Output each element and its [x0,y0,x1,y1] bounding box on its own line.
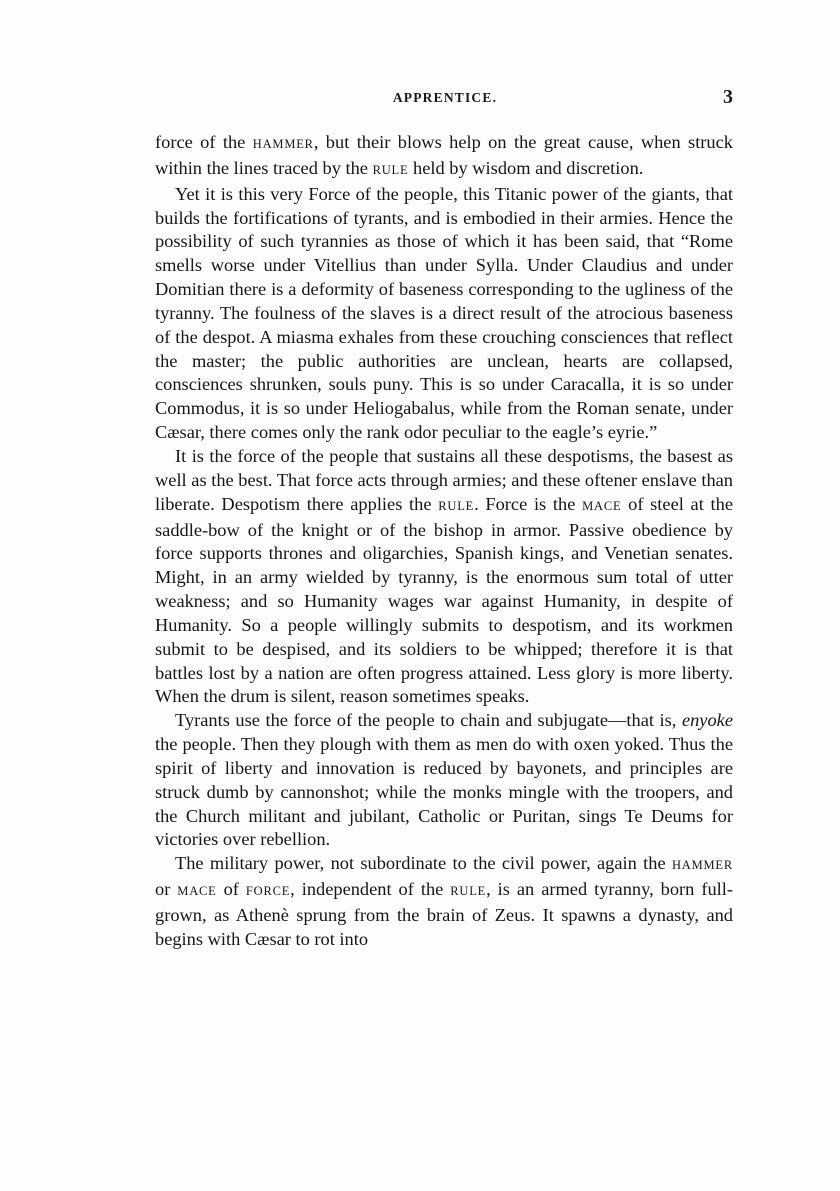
small-caps-term: RULE [438,498,475,513]
running-head: APPRENTICE. [392,90,498,105]
body-text [155,131,733,952]
small-caps-term: FORCE [245,884,291,899]
paragraph-5 [155,852,733,951]
text-run: Tyrants use the force of the people to chain and subjugate—that is, [175,710,682,731]
paragraph-4 [155,709,733,852]
text-run: , is an armed tyranny, born full-grown, as Athenè sprung from the brain of Zeus. It spawns a dynasty, and begins with Cæsar to rot into [155,879,733,949]
text-run: , but their blows help on the great cause, when struck within the lines traced by the [155,132,733,178]
text-run: force of the [155,132,253,152]
small-caps-term: MACE [177,884,217,899]
text-run: . Force is the [474,493,583,514]
small-caps-term: RULE [450,884,487,899]
paragraph-3 [155,445,733,709]
paragraph-2 [155,183,733,445]
text-run: of steel at the saddle-bow of the knight or of the bishop in armor. Passive obedience by force supports thrones and oligarchies, Spanish kings, and Venetian senates. Might, in an army wielded by tyranny, is the enormous sum total of utter weakness; and so Humanity wages war against Humanity, in despite of Humanity. So a people willingly submits to despotism, and its workmen submit to be despised, and its soldiers to be whipped; therefore it is that battles lost by a nation are often progress attained. Less glory is more liberty. When the drum is silent, reason sometimes speaks. [155,493,733,707]
page-header [155,86,735,110]
page-number: 3 [723,86,733,108]
text-run: of [216,879,246,900]
text-run: Yet it is this very Force of the people, this Titanic power of the giants, that builds the fortifications of tyrants, and is embodied in their armies. Hence the possibility of such tyrannies as those of which it has been said, that “Rome smells worse under Vitellius than under Sylla. Under Claudius and under Domitian there is a deformity of baseness corresponding to the ugliness of the tyranny. The foulness of the slaves is a direct result of the atrocious baseness of the despot. A miasma exhales from these crouching consciences that reflect the master; the public authorities are unclean, hearts are collapsed, consciences shrunken, souls puny. This is so under Caracalla, it is so under Commodus, it is so under Heliogabalus, while from the Roman senate, under Cæsar, there comes only the rank odor peculiar to the eagle’s eyrie.” [155,183,733,443]
text-run: the people. Then they plough with them as men do with oxen yoked. Thus the spirit of liberty and innovation is reduced by bayonets, and principles are struck dumb by cannonshot; while the monks mingle with the troopers, and the Church militant and jubilant, Catholic or Puritan, sings Te Deums for victories over rebellion. [155,734,733,850]
small-caps-term: HAMMER [671,858,733,873]
small-caps-term: RULE [372,162,409,177]
text-run: or [155,879,178,900]
text-run: It is the force of the people that sustains all these despotisms, the basest as well as the best. That force acts through armies; and these oftener enslave than liberate. Despotism there applies the [155,445,733,514]
paragraph-1 [155,131,733,183]
italic-term: enyoke [681,710,733,731]
text-run: The military power, not subordinate to the civil power, again the [175,853,672,874]
text-run: held by wisdom and discretion. [408,157,644,178]
small-caps-term: HAMMER [252,137,314,151]
small-caps-term: MACE [582,498,622,513]
text-run: , independent of the [290,879,451,900]
